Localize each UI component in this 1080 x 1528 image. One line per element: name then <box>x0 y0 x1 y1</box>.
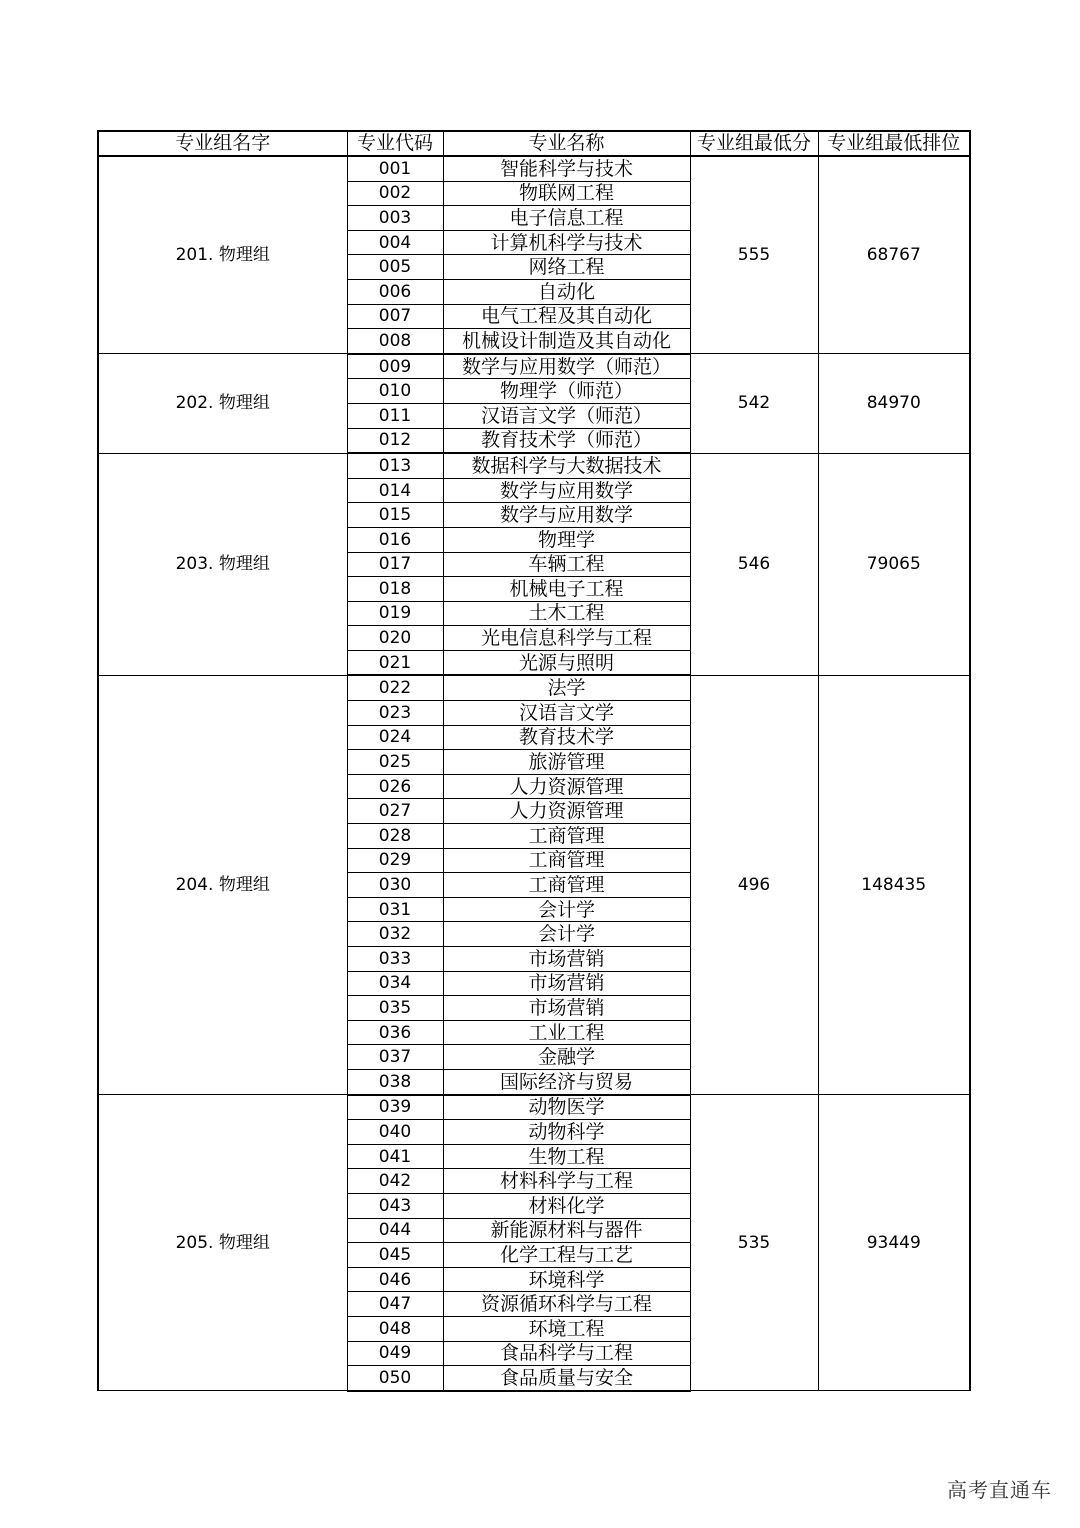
major-code-cell: 043 <box>347 1193 443 1218</box>
major-name-cell: 市场营销 <box>443 996 690 1021</box>
major-code-cell: 024 <box>347 725 443 750</box>
table-row <box>98 354 970 379</box>
major-code-cell: 022 <box>347 675 443 700</box>
major-name-cell: 计算机科学与技术 <box>443 230 690 255</box>
major-code-cell: 006 <box>347 279 443 304</box>
major-name-cell: 土木工程 <box>443 601 690 626</box>
group-name-cell: 204. 物理组 <box>98 675 347 1094</box>
major-code-cell: 041 <box>347 1144 443 1169</box>
min-rank-cell: 84970 <box>818 354 970 453</box>
major-code-cell: 005 <box>347 255 443 280</box>
major-name-cell: 教育技术学 <box>443 725 690 750</box>
major-name-cell: 网络工程 <box>443 255 690 280</box>
major-name-cell: 环境工程 <box>443 1316 690 1341</box>
major-code-cell: 015 <box>347 503 443 528</box>
min-rank-cell: 148435 <box>818 675 970 1094</box>
major-name-cell: 汉语言文学（师范） <box>443 403 690 428</box>
major-code-cell: 034 <box>347 971 443 996</box>
header-min-score: 专业组最低分 <box>690 131 818 156</box>
major-code-cell: 049 <box>347 1341 443 1366</box>
major-name-cell: 数据科学与大数据技术 <box>443 453 690 478</box>
major-code-cell: 009 <box>347 354 443 379</box>
major-name-cell: 金融学 <box>443 1045 690 1070</box>
major-code-cell: 019 <box>347 601 443 626</box>
major-name-cell: 市场营销 <box>443 947 690 972</box>
major-code-cell: 017 <box>347 552 443 577</box>
min-score-cell: 542 <box>690 354 818 453</box>
major-code-cell: 030 <box>347 873 443 898</box>
major-name-cell: 新能源材料与器件 <box>443 1218 690 1243</box>
min-score-cell: 555 <box>690 156 818 354</box>
major-name-cell: 材料化学 <box>443 1193 690 1218</box>
major-name-cell: 物联网工程 <box>443 181 690 206</box>
major-name-cell: 法学 <box>443 675 690 700</box>
major-name-cell: 工商管理 <box>443 848 690 873</box>
major-code-cell: 039 <box>347 1095 443 1120</box>
major-name-cell: 教育技术学（师范） <box>443 428 690 453</box>
major-name-cell: 电气工程及其自动化 <box>443 304 690 329</box>
major-name-cell: 数学与应用数学 <box>443 478 690 503</box>
table-body <box>98 156 970 1391</box>
major-name-cell: 电子信息工程 <box>443 206 690 231</box>
major-code-cell: 048 <box>347 1316 443 1341</box>
major-code-cell: 045 <box>347 1243 443 1268</box>
major-code-cell: 010 <box>347 379 443 404</box>
major-name-cell: 物理学 <box>443 527 690 552</box>
major-code-cell: 028 <box>347 824 443 849</box>
major-code-cell: 042 <box>347 1169 443 1194</box>
major-name-cell: 自动化 <box>443 279 690 304</box>
table-row <box>98 675 970 700</box>
major-code-cell: 032 <box>347 922 443 947</box>
major-code-cell: 016 <box>347 527 443 552</box>
major-code-cell: 011 <box>347 403 443 428</box>
min-score-cell: 546 <box>690 453 818 675</box>
major-name-cell: 机械设计制造及其自动化 <box>443 329 690 354</box>
major-code-cell: 023 <box>347 701 443 726</box>
major-code-cell: 003 <box>347 206 443 231</box>
major-name-cell: 汉语言文学 <box>443 701 690 726</box>
major-code-cell: 002 <box>347 181 443 206</box>
major-name-cell: 人力资源管理 <box>443 774 690 799</box>
major-code-cell: 044 <box>347 1218 443 1243</box>
major-name-cell: 人力资源管理 <box>443 799 690 824</box>
major-name-cell: 机械电子工程 <box>443 577 690 602</box>
major-name-cell: 工商管理 <box>443 873 690 898</box>
majors-table <box>97 130 971 1392</box>
min-score-cell: 535 <box>690 1095 818 1391</box>
major-name-cell: 物理学（师范） <box>443 379 690 404</box>
min-score-cell: 496 <box>690 675 818 1094</box>
major-code-cell: 046 <box>347 1267 443 1292</box>
header-row <box>98 131 970 156</box>
major-code-cell: 047 <box>347 1292 443 1317</box>
major-code-cell: 007 <box>347 304 443 329</box>
major-code-cell: 020 <box>347 626 443 651</box>
major-name-cell: 环境科学 <box>443 1267 690 1292</box>
major-name-cell: 动物科学 <box>443 1120 690 1145</box>
major-code-cell: 021 <box>347 650 443 675</box>
major-code-cell: 025 <box>347 750 443 775</box>
major-name-cell: 食品质量与安全 <box>443 1366 690 1391</box>
major-code-cell: 004 <box>347 230 443 255</box>
major-code-cell: 014 <box>347 478 443 503</box>
major-name-cell: 光电信息科学与工程 <box>443 626 690 651</box>
group-name-cell: 202. 物理组 <box>98 354 347 453</box>
major-code-cell: 050 <box>347 1366 443 1391</box>
table-row <box>98 453 970 478</box>
major-name-cell: 智能科学与技术 <box>443 156 690 181</box>
major-name-cell: 光源与照明 <box>443 650 690 675</box>
major-name-cell: 工业工程 <box>443 1020 690 1045</box>
major-code-cell: 040 <box>347 1120 443 1145</box>
major-name-cell: 旅游管理 <box>443 750 690 775</box>
major-code-cell: 037 <box>347 1045 443 1070</box>
major-code-cell: 026 <box>347 774 443 799</box>
group-name-cell: 201. 物理组 <box>98 156 347 354</box>
group-name-cell: 205. 物理组 <box>98 1095 347 1391</box>
header-group-name: 专业组名字 <box>98 131 347 156</box>
major-code-cell: 013 <box>347 453 443 478</box>
table-row <box>98 1095 970 1120</box>
header-major-code: 专业代码 <box>347 131 443 156</box>
major-code-cell: 033 <box>347 947 443 972</box>
major-name-cell: 数学与应用数学（师范） <box>443 354 690 379</box>
major-code-cell: 012 <box>347 428 443 453</box>
major-code-cell: 018 <box>347 577 443 602</box>
major-name-cell: 数学与应用数学 <box>443 503 690 528</box>
group-name-cell: 203. 物理组 <box>98 453 347 675</box>
major-code-cell: 008 <box>347 329 443 354</box>
major-name-cell: 会计学 <box>443 897 690 922</box>
min-rank-cell: 79065 <box>818 453 970 675</box>
major-name-cell: 国际经济与贸易 <box>443 1069 690 1094</box>
major-code-cell: 031 <box>347 897 443 922</box>
major-code-cell: 027 <box>347 799 443 824</box>
header-major-name: 专业名称 <box>443 131 690 156</box>
major-name-cell: 会计学 <box>443 922 690 947</box>
watermark-text: 高考直通车 <box>947 1478 1052 1502</box>
major-name-cell: 动物医学 <box>443 1095 690 1120</box>
major-name-cell: 工商管理 <box>443 824 690 849</box>
table-row <box>98 156 970 181</box>
major-name-cell: 生物工程 <box>443 1144 690 1169</box>
major-name-cell: 市场营销 <box>443 971 690 996</box>
header-min-rank: 专业组最低排位 <box>818 131 970 156</box>
min-rank-cell: 68767 <box>818 156 970 354</box>
major-code-cell: 036 <box>347 1020 443 1045</box>
major-name-cell: 材料科学与工程 <box>443 1169 690 1194</box>
major-name-cell: 资源循环科学与工程 <box>443 1292 690 1317</box>
major-code-cell: 001 <box>347 156 443 181</box>
min-rank-cell: 93449 <box>818 1095 970 1391</box>
major-name-cell: 化学工程与工艺 <box>443 1243 690 1268</box>
major-code-cell: 029 <box>347 848 443 873</box>
major-name-cell: 食品科学与工程 <box>443 1341 690 1366</box>
table-header <box>98 131 970 156</box>
major-name-cell: 车辆工程 <box>443 552 690 577</box>
major-code-cell: 035 <box>347 996 443 1021</box>
major-code-cell: 038 <box>347 1069 443 1094</box>
